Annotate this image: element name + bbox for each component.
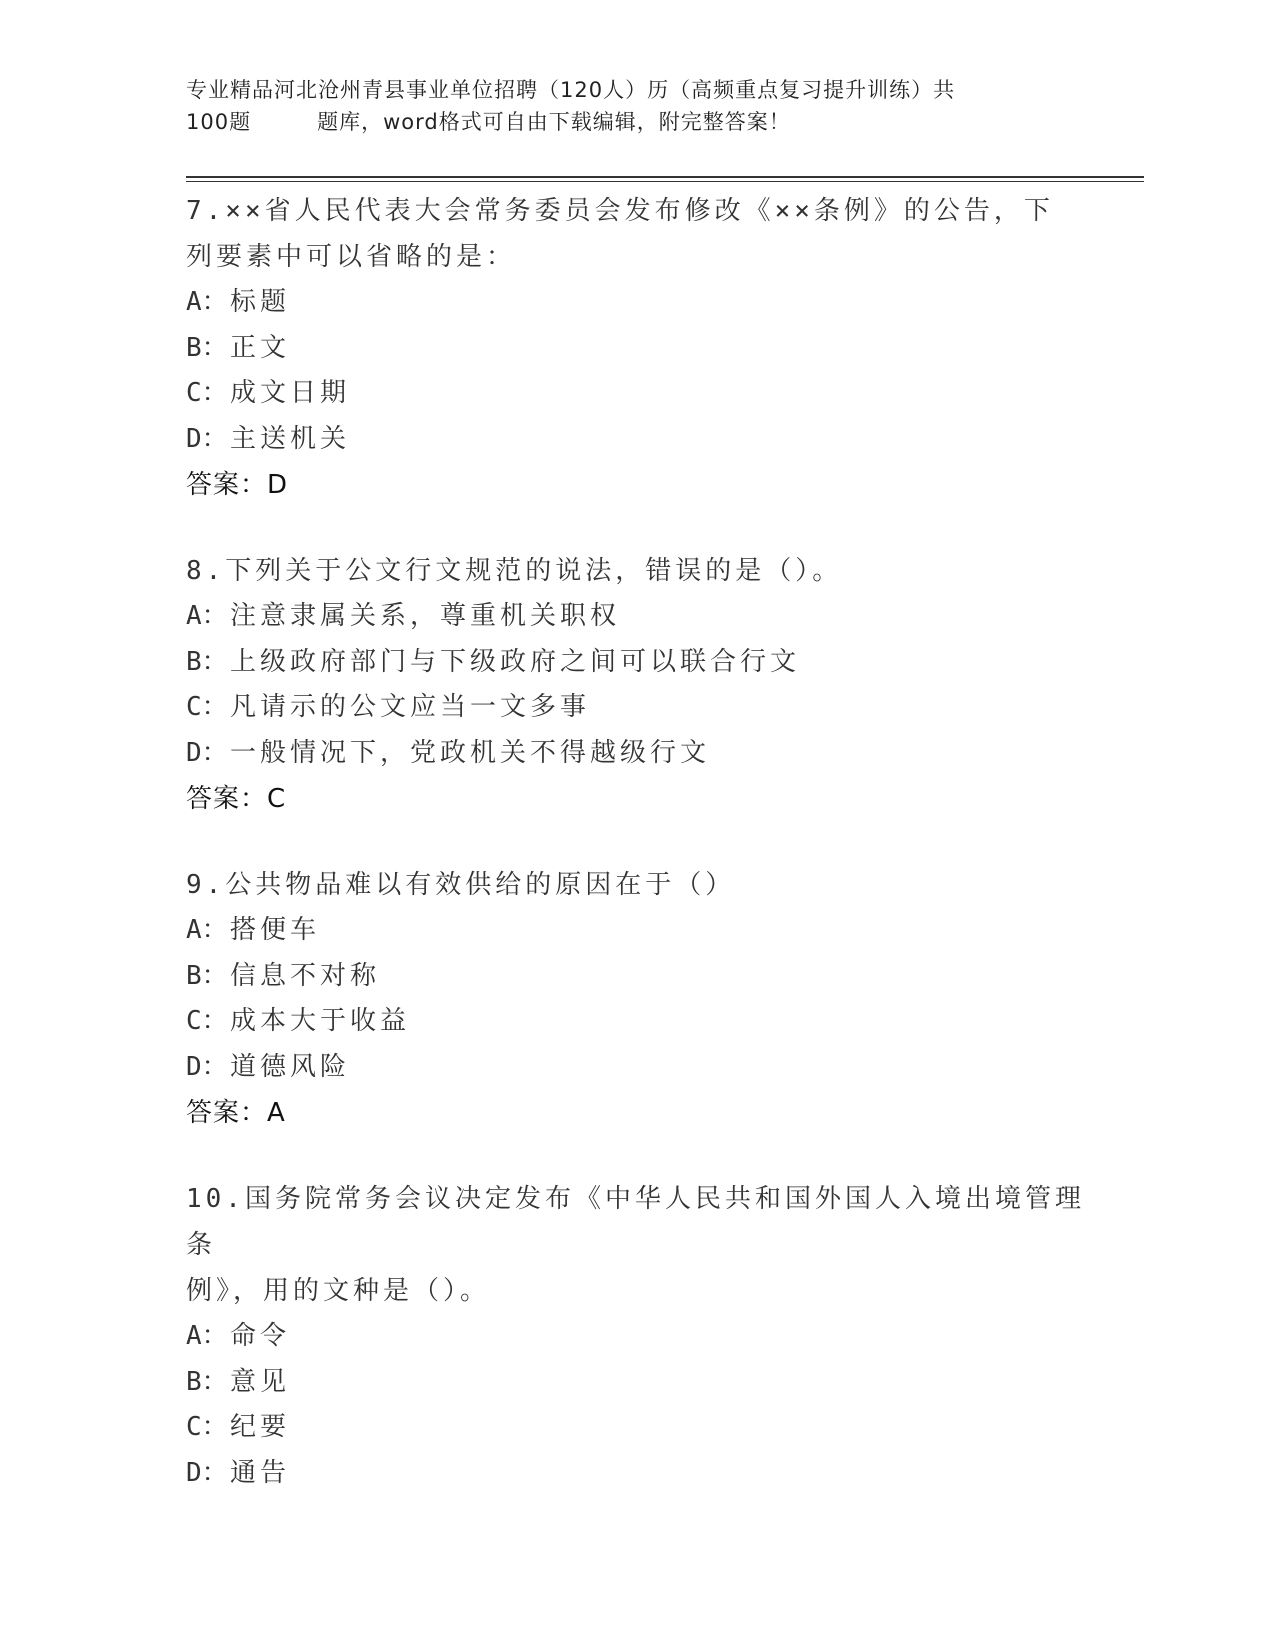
question-stem: 10.国务院常务会议决定发布《中华人民共和国外国人入境出境管理条 — [186, 1184, 1085, 1260]
answer-line: 答案：C — [186, 784, 287, 814]
header-line-1: 专业精品河北沧州青县事业单位招聘（120人）历（高频重点复习提升训练）共 — [186, 78, 956, 102]
question-stem: 8.下列关于公文行文规范的说法，错误的是（）。 — [186, 556, 843, 586]
header-description: 题库，word格式可自由下载编辑，附完整答案！ — [317, 110, 791, 134]
question-10 — [186, 1176, 1086, 1496]
option-key: B： — [186, 646, 228, 677]
option-b — [186, 954, 1086, 1000]
option-c — [186, 371, 1086, 417]
option-text: 主送机关 — [230, 423, 351, 454]
header-divider-thin — [186, 181, 1144, 182]
option-key: B： — [186, 332, 228, 363]
option-key: C： — [186, 378, 228, 408]
option-text: 意见 — [230, 1366, 291, 1397]
option-d — [186, 417, 1086, 463]
option-d — [186, 1451, 1086, 1497]
option-text: 通告 — [230, 1457, 291, 1488]
option-a — [186, 280, 1086, 326]
option-key: C： — [186, 1412, 228, 1442]
option-key: A： — [186, 915, 228, 945]
option-c — [186, 685, 1086, 731]
option-text: 注意隶属关系，尊重机关职权 — [230, 601, 621, 631]
question-list — [186, 188, 1086, 1496]
option-b — [186, 640, 1086, 686]
option-key: A： — [186, 601, 228, 631]
question-stem: 9.公共物品难以有效供给的原因在于（） — [186, 870, 736, 900]
option-text: 道德风险 — [230, 1051, 351, 1082]
option-key: C： — [186, 692, 228, 722]
option-d — [186, 1045, 1086, 1091]
question-stem: 7.××省人民代表大会常务委员会发布修改《××条例》的公告，下 — [186, 196, 1054, 226]
option-key: D： — [186, 1051, 228, 1082]
option-key: B： — [186, 960, 228, 991]
question-stem-continued: 例》，用的文种是（）。 — [186, 1276, 491, 1306]
question-9 — [186, 862, 1086, 1136]
option-b — [186, 1360, 1086, 1406]
option-key: B： — [186, 1366, 228, 1397]
answer-line: 答案：A — [186, 1098, 286, 1128]
option-key: A： — [186, 287, 228, 317]
option-key: A： — [186, 1321, 228, 1351]
option-a — [186, 908, 1086, 954]
option-key: D： — [186, 423, 228, 454]
question-8 — [186, 548, 1086, 822]
option-text: 成本大于收益 — [230, 1006, 411, 1036]
option-d — [186, 731, 1086, 777]
option-text: 上级政府部门与下级政府之间可以联合行文 — [230, 646, 801, 677]
option-key: C： — [186, 1006, 228, 1036]
option-key: D： — [186, 1457, 228, 1488]
option-text: 标题 — [230, 287, 291, 317]
option-key: D： — [186, 737, 228, 768]
header-divider-thick — [186, 176, 1144, 178]
option-text: 搭便车 — [230, 915, 321, 945]
option-b — [186, 326, 1086, 372]
answer-line: 答案：D — [186, 470, 289, 500]
question-7 — [186, 188, 1086, 508]
option-a — [186, 1314, 1086, 1360]
option-text: 成文日期 — [230, 378, 351, 408]
header-line-2 — [186, 106, 1086, 138]
option-c — [186, 999, 1086, 1045]
option-c — [186, 1405, 1086, 1451]
header-count: 100题 — [186, 110, 252, 134]
option-text: 一般情况下，党政机关不得越级行文 — [230, 737, 711, 768]
option-text: 命令 — [230, 1321, 291, 1351]
question-stem-continued: 列要素中可以省略的是： — [186, 242, 517, 272]
option-text: 纪要 — [230, 1412, 291, 1442]
option-text: 信息不对称 — [230, 960, 381, 991]
document-header — [186, 74, 1086, 138]
option-text: 正文 — [230, 332, 291, 363]
option-text: 凡请示的公文应当一文多事 — [230, 692, 591, 722]
option-a — [186, 594, 1086, 640]
